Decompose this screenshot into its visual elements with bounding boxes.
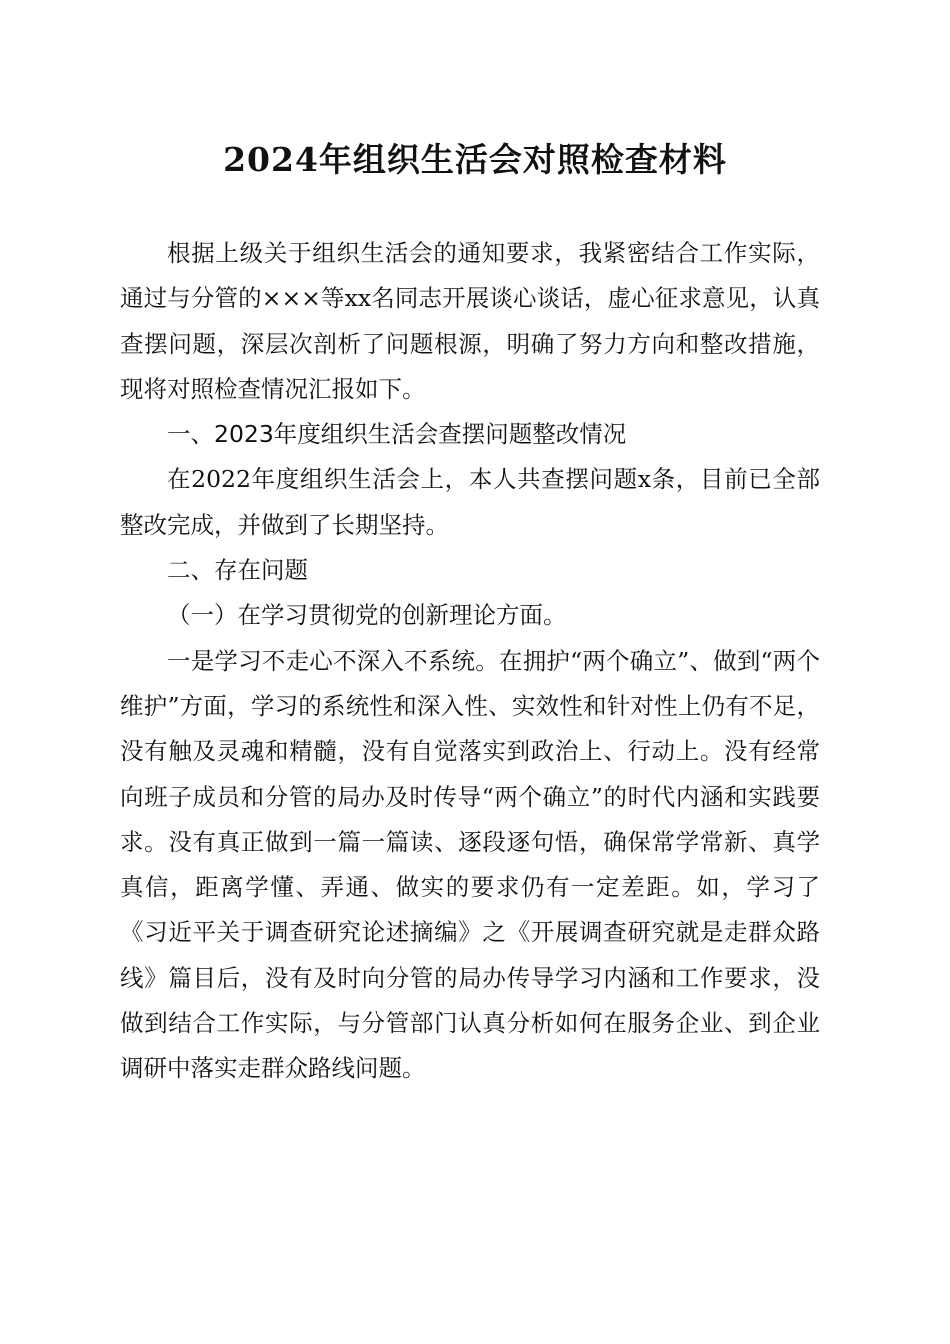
problem-paragraph: 一是学习不走心不深入不系统。在拥护“两个确立”、做到“两个维护”方面，学习的系统性和深入性、实效性和针对性上仍有不足，没有触及灵魂和精髓，没有自觉落实到政治上、行动上。没有经常向班子成员和分管的局办及时传导“两个确立”的时代内涵和实践要求。没有真正做到一篇一篇读、逐段逐句悟，确保常学常新、真学真信，距离学懂、弄通、做实的要求仍有一定差距。如，学习了《习近平关于调查研究论述摘编》之《开展调查研究就是走群众路线》篇目后，没有及时向分管的局办传导学习内涵和工作要求，没做到结合工作实际，与分管部门认真分析如何在服务企业、到企业调研中落实走群众路线问题。: [120, 646, 820, 1083]
subsection-heading-theory: （一）在学习贯彻党的创新理论方面。: [167, 601, 567, 630]
document-body: [120, 231, 820, 1092]
rectification-paragraph: 在2022年度组织生活会上，本人共查摆问题x条，目前已全部整改完成，并做到了长期坚持。: [120, 465, 820, 539]
intro-paragraph: 根据上级关于组织生活会的通知要求，我紧密结合工作实际，通过与分管的×××等xx名同志开展谈心谈话，虚心征求意见，认真查摆问题，深层次剖析了问题根源，明确了努力方向和整改措施，现将对照检查情况汇报如下。: [120, 239, 820, 403]
section-heading-rectification: 一、2023年度组织生活会查摆问题整改情况: [167, 420, 627, 449]
document-title: 2024年组织生活会对照检查材料: [223, 140, 727, 179]
section-heading-problems: 二、存在问题: [167, 556, 308, 585]
